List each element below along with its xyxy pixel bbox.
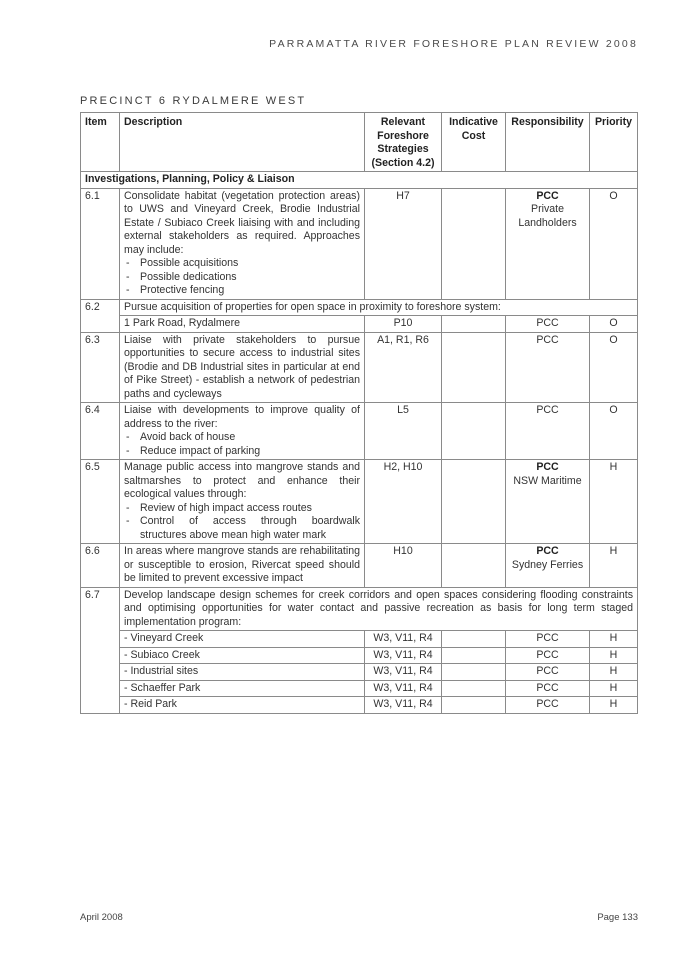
table-subrow [81,664,638,681]
section-heading: Investigations, Planning, Policy & Liaison [81,172,638,189]
action-plan-table [80,112,638,714]
table-row [81,587,638,631]
responsibility-partner: Private [531,203,564,215]
item-number: 6.6 [81,544,120,588]
column-header-strategies: Relevant Foreshore Strategies (Section 4.2) [365,113,442,172]
table-subrow [81,680,638,697]
responsibility-cell: PCC [506,403,590,460]
priority-cell: H [590,647,638,664]
strategies-cell: W3, V11, R4 [365,697,442,714]
responsibility-cell: PCC [506,697,590,714]
table-row [81,460,638,544]
bullet-item: - Possible acquisitions [124,257,360,271]
running-header: PARRAMATTA RIVER FORESHORE PLAN REVIEW 2008 [269,38,638,50]
responsibility-cell: PCC [506,631,590,648]
column-header-priority: Priority [590,113,638,172]
strategies-cell: H7 [365,188,442,299]
strategies-cell: W3, V11, R4 [365,680,442,697]
strategies-cell: P10 [365,316,442,333]
cost-cell [442,631,506,648]
bullet-list [124,431,360,458]
responsibility-cell: PCC [506,680,590,697]
table-row [81,299,638,316]
bullet-item: - Review of high impact access routes [124,502,360,516]
priority-cell: O [590,316,638,333]
description-text: Liaise with developments to improve quality of address to the river: [124,404,360,430]
description-text: Manage public access into mangrove stands and saltmarshes to protect and enhance their ecological values through: [124,461,360,500]
table-row [81,403,638,460]
strategies-cell: H2, H10 [365,460,442,544]
priority-cell: H [590,697,638,714]
strategies-cell: W3, V11, R4 [365,631,442,648]
item-description: In areas where mangrove stands are rehabilitating or susceptible to erosion, Rivercat speed should be limited to prevent excessive impact [120,544,365,588]
cost-cell [442,647,506,664]
cost-cell [442,403,506,460]
column-header-item: Item [81,113,120,172]
responsibility-lead: PCC [536,545,559,557]
responsibility-lead: PCC [536,461,559,473]
item-number: 6.3 [81,332,120,403]
cost-cell [442,188,506,299]
item-description [120,188,365,299]
responsibility-cell [506,460,590,544]
strategies-cell: L5 [365,403,442,460]
column-header-responsibility: Responsibility [506,113,590,172]
item-number: 6.2 [81,299,120,332]
bullet-list [124,257,360,298]
bullet-item: - Reduce impact of parking [124,445,360,459]
cost-cell [442,460,506,544]
priority-cell: O [590,403,638,460]
responsibility-partner: Landholders [518,216,577,229]
bullet-item: - Avoid back of house [124,431,360,445]
table-subrow [81,316,638,333]
strategies-cell: W3, V11, R4 [365,647,442,664]
item-description: Liaise with private stakeholders to pursue opportunities to secure access to industrial sites (Brodie and DB Industrial sites in particular at end of Pike Street) - establish a network of pedestrian paths and cycleways [120,332,365,403]
responsibility-cell: PCC [506,664,590,681]
sub-item-description: 1 Park Road, Rydalmere [120,316,365,333]
responsibility-cell [506,188,590,299]
bullet-item: - Protective fencing [124,284,360,298]
priority-cell: H [590,544,638,588]
table-row [81,544,638,588]
responsibility-partner: Sydney Ferries [511,558,584,571]
footer-date: April 2008 [80,912,123,923]
column-header-cost: Indicative Cost [442,113,506,172]
item-description: Pursue acquisition of properties for open space in proximity to foreshore system: [120,299,638,316]
cost-cell [442,316,506,333]
table-header-row [81,113,638,172]
page-number: Page 133 [597,912,638,923]
priority-cell: H [590,664,638,681]
cost-cell [442,332,506,403]
item-number: 6.7 [81,587,120,713]
priority-cell: O [590,188,638,299]
description-text: Consolidate habitat (vegetation protection areas) to UWS and Vineyard Creek, Brodie Industrial Estate / Subiaco Creek liaising with and including external stakeholders as required. Approaches may include: [124,189,360,256]
table-subrow [81,647,638,664]
sub-item-description: - Subiaco Creek [120,647,365,664]
item-description [120,460,365,544]
strategies-cell: W3, V11, R4 [365,664,442,681]
item-number: 6.5 [81,460,120,544]
cost-cell [442,697,506,714]
priority-cell: H [590,631,638,648]
table-row [81,188,638,299]
column-header-description: Description [120,113,365,172]
bullet-list [124,502,360,543]
item-number: 6.4 [81,403,120,460]
priority-cell: O [590,332,638,403]
cost-cell [442,680,506,697]
cost-cell [442,544,506,588]
table-subrow [81,697,638,714]
item-number: 6.1 [81,188,120,299]
responsibility-cell: PCC [506,332,590,403]
responsibility-cell [506,544,590,588]
sub-item-description: - Schaeffer Park [120,680,365,697]
responsibility-partner: NSW Maritime [513,474,582,487]
sub-item-description: - Industrial sites [120,664,365,681]
strategies-cell: H10 [365,544,442,588]
responsibility-lead: PCC [536,189,559,202]
strategies-cell: A1, R1, R6 [365,332,442,403]
responsibility-cell: PCC [506,647,590,664]
bullet-item: - Possible dedications [124,271,360,285]
priority-cell: H [590,460,638,544]
bullet-item: - Control of access through boardwalk structures above mean high water mark [124,515,360,542]
item-description [120,403,365,460]
table-subrow [81,631,638,648]
item-description: Develop landscape design schemes for creek corridors and open spaces considering flooding constraints and optimising opportunities for water contact and passive recreation as basis for long term staged implementation program: [120,587,638,631]
cost-cell [442,664,506,681]
sub-item-description: - Vineyard Creek [120,631,365,648]
section-row [81,172,638,189]
table-row [81,332,638,403]
priority-cell: H [590,680,638,697]
precinct-title: PRECINCT 6 RYDALMERE WEST [80,95,307,107]
responsibility-cell: PCC [506,316,590,333]
sub-item-description: - Reid Park [120,697,365,714]
